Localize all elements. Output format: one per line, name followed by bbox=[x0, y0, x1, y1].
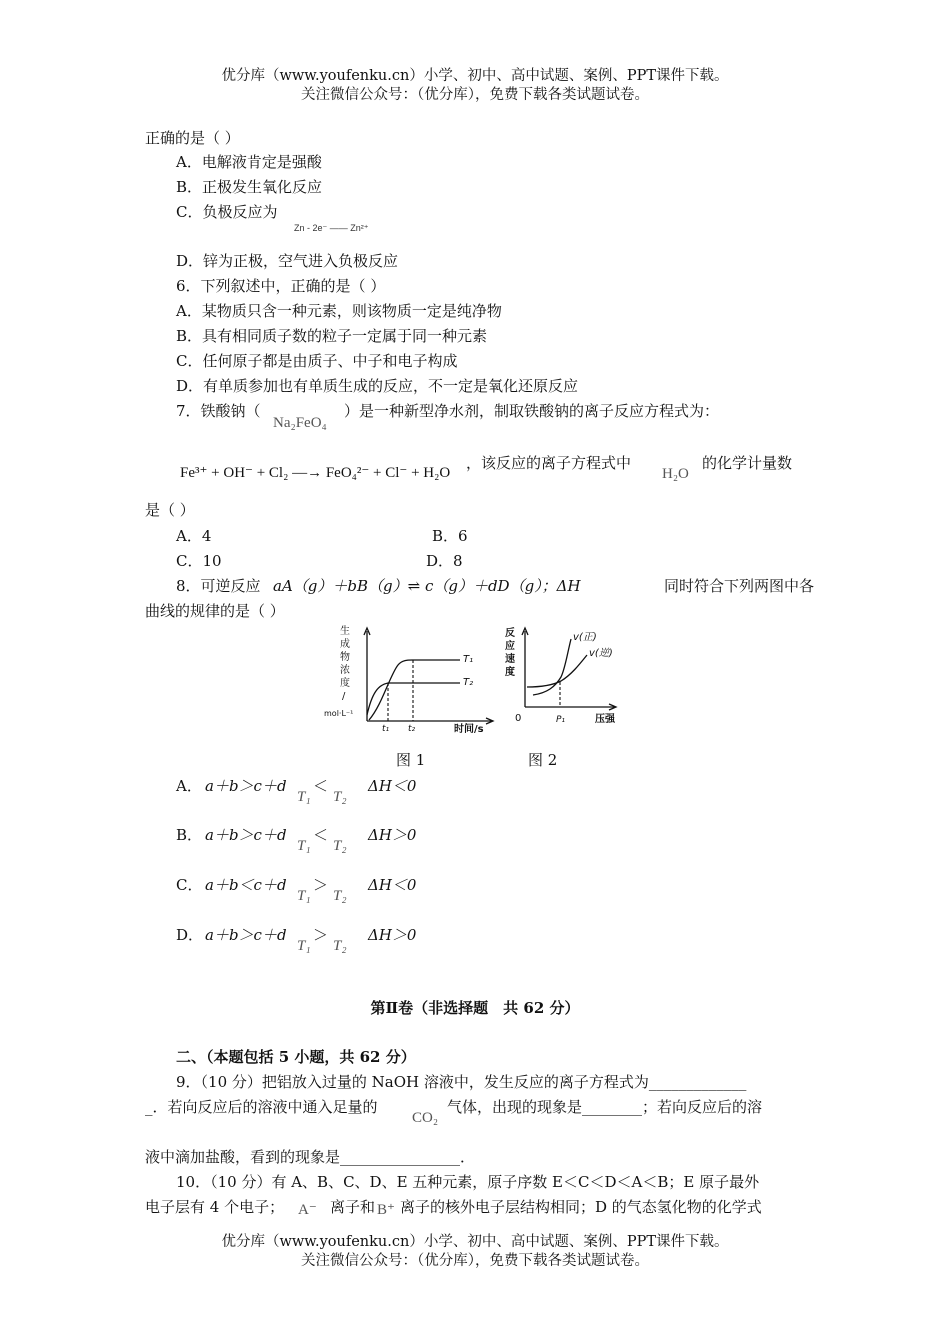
q8-option-rel1: a＋b＞c＋d bbox=[205, 777, 287, 795]
fig1-xlabel: 时间/s bbox=[454, 724, 484, 733]
section-2-title: 第Ⅱ卷（非选择题 共 62 分） bbox=[370, 999, 580, 1017]
fig1-curve-t1 bbox=[369, 660, 460, 720]
footer-line-1: 优分库（www.youfenku.cn）小学、初中、高中试题、案例、PPT课件下载。 bbox=[221, 1234, 729, 1250]
q7-stem-end: ）是一种新型净水剂，制取铁酸钠的离子反应方程式为： bbox=[344, 402, 720, 420]
q8-option-T2: T₂ bbox=[333, 938, 347, 954]
fig1-label-T1: T₁ bbox=[463, 654, 474, 665]
q6-option-d: D．有单质参加也有单质生成的反应，不一定是氧化还原反应 bbox=[176, 377, 579, 395]
fig2-ylabel-4: 度 bbox=[505, 667, 515, 678]
q6-option-b: B．具有相同质子数的粒子一定属于同一种元素 bbox=[176, 327, 488, 345]
q7-mid-b: 的化学计量数 bbox=[702, 454, 793, 472]
q8-option-T1: T₁ bbox=[297, 888, 311, 904]
fig1-ylabel-4: 浓 bbox=[340, 665, 350, 676]
q7-tail: 是（ ） bbox=[145, 501, 195, 519]
q8-option-dh: ΔH＜0 bbox=[368, 876, 417, 894]
q10-ion-b: B⁺ bbox=[377, 1202, 395, 1218]
fig2-label-v-forward: v(正) bbox=[573, 632, 597, 643]
q7-option-a: A．4 bbox=[176, 527, 212, 545]
header-line-1: 优分库（www.youfenku.cn）小学、初中、高中试题、案例、PPT课件下载。 bbox=[221, 68, 729, 84]
q7-mid-a: ，该反应的离子方程式中 bbox=[466, 454, 632, 472]
q7-h2o: H₂O bbox=[662, 466, 689, 482]
q5-option-c: C．负极反应为 bbox=[176, 203, 278, 221]
fig1-tick-t2: t₂ bbox=[408, 724, 416, 733]
q8-option-T1: T₁ bbox=[297, 789, 311, 805]
fig2-caption: 图 2 bbox=[528, 751, 558, 769]
q8-option-dh: ΔH＜0 bbox=[368, 777, 417, 795]
fig1-label-T2: T₂ bbox=[463, 677, 474, 688]
q8-option-rel1: a＋b＞c＋d bbox=[205, 826, 287, 844]
q7-equation: Fe³⁺ + OH⁻ + Cl₂ —→ FeO₄²⁻ + Cl⁻ + H₂O bbox=[180, 465, 451, 481]
q10-ion-a: A⁻ bbox=[298, 1202, 317, 1218]
q6-option-a: A．某物质只含一种元素，则该物质一定是纯净物 bbox=[176, 302, 502, 320]
q9-line-1: 9．（10 分）把铝放入过量的 NaOH 溶液中，发生反应的离子方程式为_____________ bbox=[176, 1073, 747, 1091]
fig1-ylabel-3: 物 bbox=[340, 652, 350, 663]
fig2-label-v-reverse: v(逆) bbox=[589, 648, 613, 659]
q10-line-2-end: 离子的核外电子层结构相同；D 的气态氢化物的化学式 bbox=[400, 1198, 762, 1216]
q8-option-T2: T₂ bbox=[333, 888, 347, 904]
q9-co2: CO₂ bbox=[412, 1110, 439, 1126]
q9-line-2-end: 气体，出现的现象是________；若向反应后的溶 bbox=[447, 1098, 763, 1116]
header-line-2: 关注微信公众号：（优分库），免费下载各类试题试卷。 bbox=[301, 87, 649, 103]
fig1-ylabel-2: 成 bbox=[340, 639, 350, 650]
q9-line-3: 液中滴加盐酸，看到的现象是________________． bbox=[145, 1148, 476, 1166]
q7-option-c: C．10 bbox=[176, 552, 222, 570]
q8-option-label: C． bbox=[176, 876, 203, 894]
q8-option-T2: T₂ bbox=[333, 789, 347, 805]
q8-option-label: D． bbox=[176, 926, 204, 944]
q8-option-dh: ΔH＞0 bbox=[368, 826, 417, 844]
q8-option-label: B． bbox=[176, 826, 203, 844]
fig2-tick-p1: P₁ bbox=[556, 715, 566, 725]
q6-option-c: C．任何原子都是由质子、中子和电子构成 bbox=[176, 352, 458, 370]
q7-stem-start: 7．铁酸钠（ bbox=[176, 402, 261, 420]
q10-line-2-mid: 离子和 bbox=[330, 1198, 376, 1216]
section-2-subtitle: 二、（本题包括 5 小题，共 62 分） bbox=[176, 1048, 416, 1066]
fig1-ylabel-5: 度 bbox=[340, 678, 350, 689]
q7-option-b: B．6 bbox=[432, 527, 468, 545]
q8-option-label: A． bbox=[176, 777, 202, 795]
fig1-ylabel-6: / bbox=[342, 691, 346, 702]
q8-option-rel2: ＞ bbox=[313, 876, 329, 894]
q5-option-b: B．正极发生氧化反应 bbox=[176, 178, 323, 196]
q8-stem-mid: 同时符合下列两图中各 bbox=[664, 577, 815, 595]
q8-option-rel2: ＞ bbox=[313, 926, 329, 944]
q5-option-a: A．电解液肯定是强酸 bbox=[176, 153, 322, 171]
fig1-ylabel-unit: mol·L⁻¹ bbox=[324, 709, 354, 718]
fig2-ylabel-1: 反 bbox=[505, 628, 515, 639]
q8-option-rel2: ＜ bbox=[313, 777, 329, 795]
fig1-tick-t1: t₁ bbox=[382, 724, 390, 733]
q8-stem-start: 8．可逆反应 bbox=[176, 577, 261, 595]
fig1-ylabel-1: 生 bbox=[340, 626, 350, 637]
figure-2-rate-pressure bbox=[503, 625, 635, 733]
q9-line-2-start: _．若向反应后的溶液中通入足量的 bbox=[145, 1098, 378, 1116]
q8-option-rel1: a＋b＜c＋d bbox=[205, 876, 287, 894]
q10-line-2-start: 电子层有 4 个电子； bbox=[145, 1198, 285, 1216]
q5-option-d: D．锌为正极，空气进入负极反应 bbox=[176, 252, 399, 270]
q5-option-c-formula: Zn - 2e⁻ —— Zn²⁺ bbox=[294, 223, 369, 233]
fig2-ylabel-2: 应 bbox=[505, 641, 515, 652]
fig2-origin: 0 bbox=[515, 713, 522, 724]
q8-stem-end: 曲线的规律的是（ ） bbox=[145, 602, 285, 620]
fig2-ylabel-3: 速 bbox=[505, 654, 515, 665]
q8-option-T2: T₂ bbox=[333, 838, 347, 854]
fig1-caption: 图 1 bbox=[396, 751, 426, 769]
q8-option-T1: T₁ bbox=[297, 938, 311, 954]
footer-line-2: 关注微信公众号：（优分库），免费下载各类试题试卷。 bbox=[301, 1253, 649, 1269]
q5-stem: 正确的是（ ） bbox=[145, 129, 240, 147]
q8-option-T1: T₁ bbox=[297, 838, 311, 854]
q6-stem: 6．下列叙述中，正确的是（ ） bbox=[176, 277, 386, 295]
q8-option-rel1: a＋b＞c＋d bbox=[205, 926, 287, 944]
q8-reaction-equation: aA（g）＋bB（g）⇌ c（g）＋dD（g）；ΔH bbox=[273, 577, 581, 595]
fig2-xlabel: 压强 bbox=[595, 714, 615, 725]
q10-line-1: 10．（10 分）有 A、B、C、D、E 五种元素，原子序数 E＜C＜D＜A＜B；E 原子最外 bbox=[176, 1173, 760, 1191]
q8-option-rel2: ＜ bbox=[313, 826, 329, 844]
q8-option-dh: ΔH＞0 bbox=[368, 926, 417, 944]
figure-1-concentration-time bbox=[320, 625, 502, 733]
q7-option-d: D．8 bbox=[426, 552, 463, 570]
q7-formula-name: Na₂FeO₄ bbox=[273, 415, 327, 431]
